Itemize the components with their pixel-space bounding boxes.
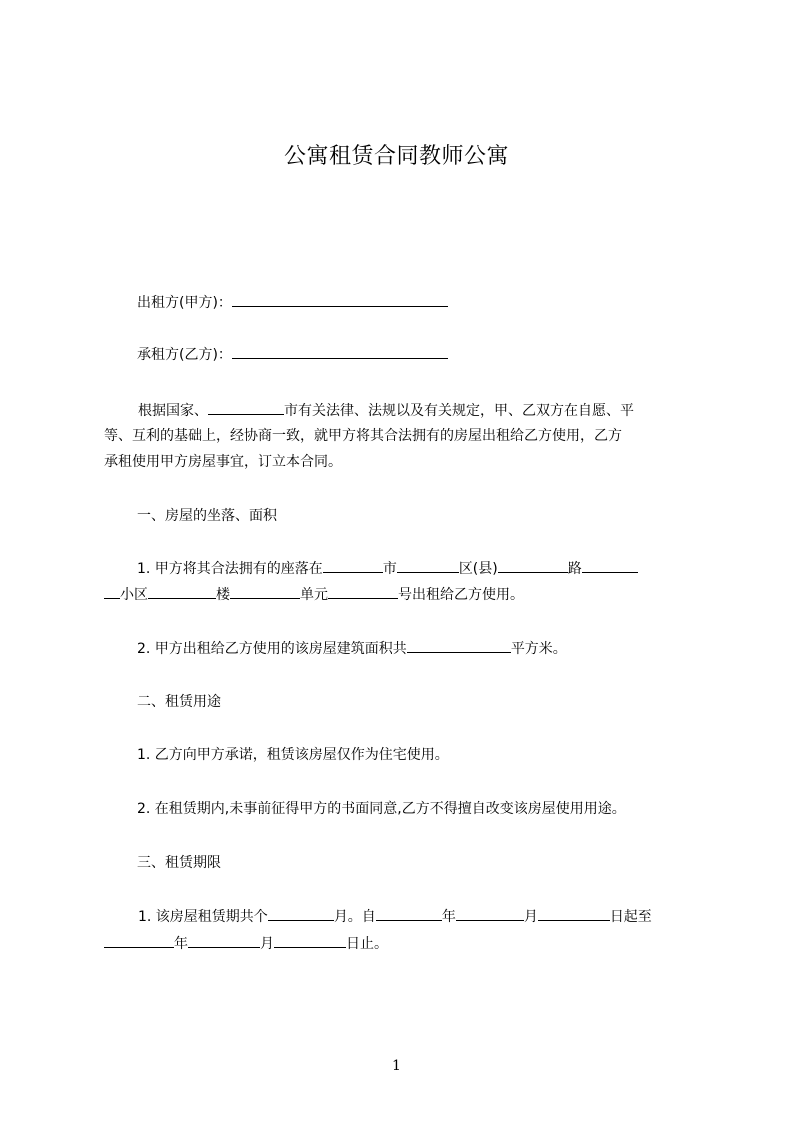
location-item-line-1: [137, 558, 638, 579]
item-text: 日起至: [609, 909, 652, 925]
preamble-line-3: 承租使用甲方房屋事宜，订立本合同。: [104, 454, 342, 470]
term-item-line-1: [138, 906, 652, 927]
term-end-year-blank[interactable]: [104, 933, 174, 948]
item-text: 日止。: [346, 936, 388, 952]
section-heading-location: 一、房屋的坐落、面积: [137, 508, 277, 524]
area-blank[interactable]: [407, 638, 511, 653]
preamble-text: 根据国家、: [138, 403, 208, 419]
location-item-line-2: [104, 584, 524, 605]
item-text: 2. 甲方出租给乙方使用的该房屋建筑面积共: [137, 641, 407, 657]
country-city-blank[interactable]: [208, 400, 284, 415]
item-text: 年: [441, 909, 456, 925]
item-text: 楼: [216, 587, 230, 603]
term-start-day-blank[interactable]: [538, 906, 610, 921]
location-road-cont-blank[interactable]: [104, 584, 120, 599]
term-start-month-blank[interactable]: [456, 906, 524, 921]
location-building-blank[interactable]: [230, 584, 300, 599]
lessor-blank[interactable]: [232, 292, 448, 307]
purpose-item-2: 2. 在租赁期内,未事前征得甲方的书面同意,乙方不得擅自改变该房屋使用用途。: [137, 801, 626, 817]
lessee-blank[interactable]: [232, 344, 448, 359]
lessee-label: 承租方(乙方)：: [137, 347, 232, 363]
lessor-line: [137, 292, 448, 313]
item-text: 月: [523, 909, 538, 925]
section-heading-purpose: 二、租赁用途: [137, 694, 221, 710]
location-district-blank[interactable]: [397, 558, 459, 573]
location-community-blank[interactable]: [148, 584, 216, 599]
preamble-line-1: [138, 400, 634, 421]
term-end-month-blank[interactable]: [188, 933, 260, 948]
location-city-blank[interactable]: [323, 558, 383, 573]
preamble-line-2: 等、互利的基础上，经协商一致，就甲方将其合法拥有的房屋出租给乙方使用，乙方: [104, 428, 622, 444]
lessor-label: 出租方(甲方)：: [137, 295, 232, 311]
item-text: 路: [567, 561, 582, 577]
item-text: 号出租给乙方使用。: [398, 587, 524, 603]
item-text: 平方米。: [510, 641, 567, 657]
page-number: 1: [392, 1058, 401, 1074]
term-start-year-blank[interactable]: [376, 906, 442, 921]
section-heading-term: 三、租赁期限: [137, 855, 221, 871]
item-text: 单元: [300, 587, 328, 603]
item-text: 区(县): [458, 561, 498, 577]
purpose-item-1: 1. 乙方向甲方承诺，租赁该房屋仅作为住宅使用。: [137, 747, 449, 763]
document-title: 公寓租赁合同教师公寓: [283, 144, 509, 169]
location-road-blank[interactable]: [498, 558, 568, 573]
term-item-line-2: [104, 933, 388, 954]
term-months-blank[interactable]: [268, 906, 334, 921]
preamble-text: 市有关法律、法规以及有关规定，甲、乙双方在自愿、平: [284, 403, 634, 419]
area-item: [137, 638, 567, 659]
item-text: 市: [382, 561, 397, 577]
item-text: 月。自: [333, 909, 376, 925]
item-text: 小区: [120, 587, 148, 603]
location-unit-blank[interactable]: [328, 584, 398, 599]
term-end-day-blank[interactable]: [274, 933, 346, 948]
item-text: 1. 甲方将其合法拥有的座落在: [137, 561, 323, 577]
lessee-line: [137, 344, 448, 365]
item-text: 月: [260, 936, 274, 952]
location-road-number-blank[interactable]: [582, 558, 638, 573]
item-text: 年: [174, 936, 188, 952]
item-text: 1. 该房屋租赁期共个: [138, 909, 268, 925]
